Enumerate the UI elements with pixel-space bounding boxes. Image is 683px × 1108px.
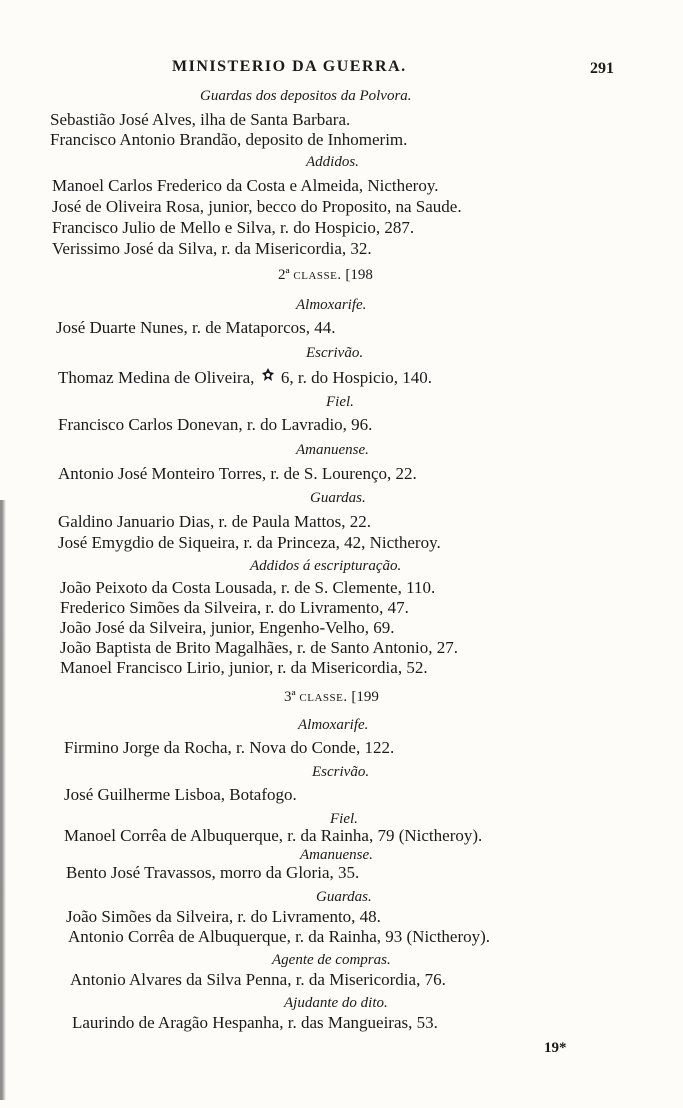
- section-heading: Almoxarife.: [296, 297, 367, 313]
- entry-line: José Emygdio de Siqueira, r. da Princeza, 42, Nictheroy.: [58, 533, 441, 552]
- entry-line: Francisco Carlos Donevan, r. do Lavradio, 96.: [58, 415, 373, 434]
- section-heading: Addidos.: [306, 154, 359, 170]
- class-heading: [284, 688, 379, 706]
- entry-line: Francisco Antonio Brandão, deposito de Inhomerim.: [50, 130, 408, 149]
- section-heading: Escrivão.: [306, 345, 364, 361]
- class-code: [198: [345, 267, 373, 283]
- section-heading: Amanuense.: [296, 442, 369, 458]
- entry-line: Antonio José Monteiro Torres, r. de S. Lourenço, 22.: [58, 464, 417, 483]
- entry-line: Antonio Corrêa de Albuquerque, r. da Rainha, 93 (Nictheroy).: [68, 927, 491, 946]
- entry-line: Frederico Simões da Silveira, r. do Livramento, 47.: [60, 598, 409, 617]
- class-word: classe.: [299, 689, 348, 705]
- entry-line: João Baptista de Brito Magalhães, r. de Santo Antonio, 27.: [60, 638, 459, 657]
- entry-line: José Duarte Nunes, r. de Mataporcos, 44.: [56, 318, 336, 337]
- section-heading: Agente de compras.: [272, 952, 391, 968]
- page-title: MINISTERIO DA GUERRA.: [172, 58, 407, 75]
- entry-line: Manoel Carlos Frederico da Costa e Almeida, Nictheroy.: [52, 176, 439, 195]
- entry-line: [58, 367, 432, 389]
- page-header: [0, 58, 683, 82]
- class-heading: [278, 266, 373, 284]
- entry-line: Firmino Jorge da Rocha, r. Nova do Conde, 122.: [64, 738, 395, 757]
- entry-text: 6, r. do Hospicio, 140.: [280, 368, 432, 387]
- entry-line: Verissimo José da Silva, r. da Misericordia, 32.: [52, 239, 372, 258]
- page-number: 291: [590, 60, 614, 77]
- class-word: classe.: [293, 267, 342, 283]
- entry-line: João Peixoto da Costa Lousada, r. de S. Clemente, 110.: [60, 578, 436, 597]
- section-heading: Almoxarife.: [298, 717, 369, 733]
- class-number: 2ª: [278, 267, 290, 283]
- entry-line: João José da Silveira, junior, Engenho-Velho, 69.: [60, 618, 395, 637]
- section-heading: Fiel.: [330, 811, 358, 827]
- entry-line: Bento José Travassos, morro da Gloria, 35.: [66, 863, 360, 882]
- entry-line: Sebastião José Alves, ilha de Santa Barbara.: [50, 110, 351, 129]
- binding-edge: [0, 500, 6, 1100]
- class-number: 3ª: [284, 689, 296, 705]
- order-cross-icon: [261, 367, 275, 389]
- entry-line: Manoel Corrêa de Albuquerque, r. da Rainha, 79 (Nictheroy).: [64, 826, 483, 845]
- signature-mark: 19*: [544, 1040, 567, 1056]
- section-heading: Escrivão.: [312, 764, 370, 780]
- entry-line: José Guilherme Lisboa, Botafogo.: [64, 785, 297, 804]
- entry-line: Galdino Januario Dias, r. de Paula Mattos, 22.: [58, 512, 372, 531]
- entry-line: Laurindo de Aragão Hespanha, r. das Mangueiras, 53.: [72, 1013, 438, 1032]
- entry-line: José de Oliveira Rosa, junior, becco do Proposito, na Saude.: [52, 197, 462, 216]
- class-code: [199: [351, 689, 379, 705]
- section-heading: Guardas dos depositos da Polvora.: [200, 88, 412, 104]
- entry-line: Manoel Francisco Lirio, junior, r. da Misericordia, 52.: [60, 658, 428, 677]
- section-heading: Ajudante do dito.: [284, 995, 388, 1011]
- entry-line: João Simões da Silveira, r. do Livramento, 48.: [66, 907, 381, 926]
- section-heading: Addidos á escripturação.: [250, 558, 402, 574]
- entry-line: Francisco Julio de Mello e Silva, r. do Hospicio, 287.: [52, 218, 415, 237]
- entry-line: Antonio Alvares da Silva Penna, r. da Misericordia, 76.: [70, 970, 446, 989]
- section-heading: Fiel.: [326, 394, 354, 410]
- section-heading: Amanuense.: [300, 847, 373, 863]
- section-heading: Guardas.: [310, 490, 366, 506]
- entry-text: Thomaz Medina de Oliveira,: [58, 368, 255, 387]
- section-heading: Guardas.: [316, 889, 372, 905]
